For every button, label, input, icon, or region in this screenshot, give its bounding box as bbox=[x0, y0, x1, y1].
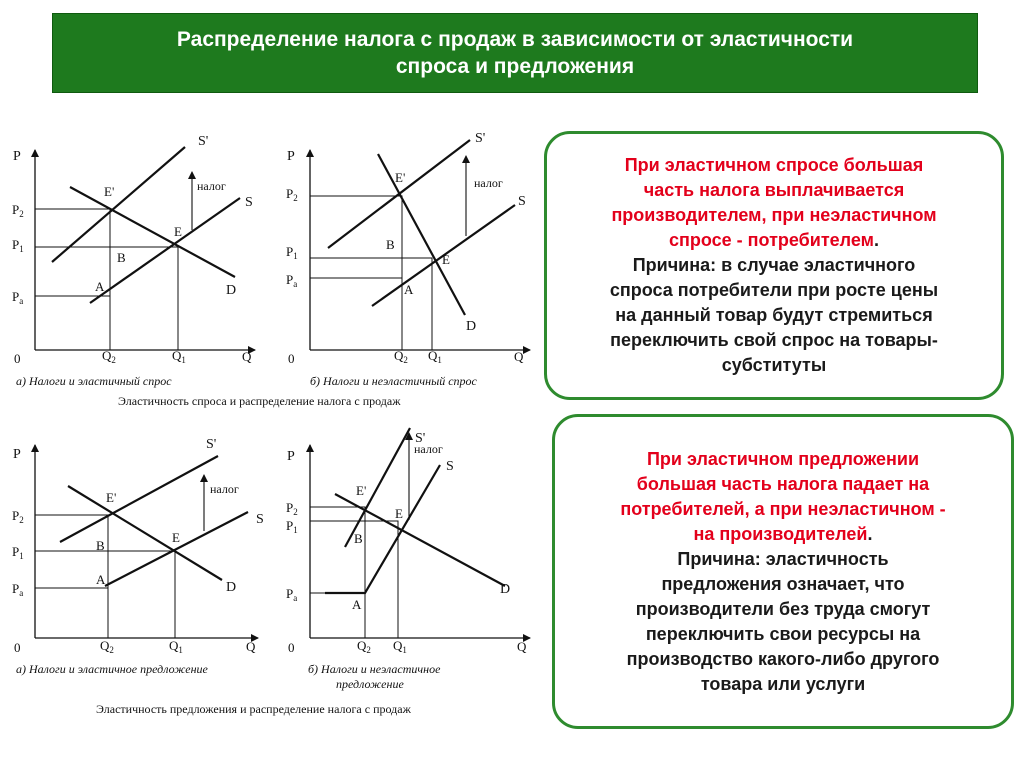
p1-label: $P_1$ bbox=[286, 518, 298, 535]
note-dark-line: на данный товар будут стремиться bbox=[615, 305, 933, 325]
s-label: S bbox=[245, 195, 253, 210]
pa-label: $P_a$ bbox=[12, 581, 24, 598]
origin-label: 0 bbox=[14, 640, 21, 655]
q1-label: $Q_1$ bbox=[172, 348, 186, 365]
q-axis-label: Q bbox=[517, 639, 527, 654]
note-red-line-with-dot bbox=[669, 228, 879, 253]
p-axis-label: P bbox=[287, 449, 295, 464]
q-axis-label: Q bbox=[514, 349, 524, 364]
note-red-line: производителем, при неэластичном bbox=[611, 205, 937, 225]
e-label: E bbox=[174, 224, 182, 239]
p1-label: $P_1$ bbox=[12, 544, 24, 561]
a-label: A bbox=[404, 282, 414, 297]
graph-caption: а) Налоги и эластичный спрос bbox=[16, 374, 172, 388]
demand-line bbox=[70, 187, 235, 277]
p-axis-label: P bbox=[13, 447, 21, 462]
q1-label: $Q_1$ bbox=[428, 348, 442, 365]
a-label: A bbox=[95, 279, 105, 294]
d-label: D bbox=[500, 582, 511, 597]
supply-elasticity-note bbox=[552, 414, 1014, 729]
q-axis-label: Q bbox=[246, 639, 256, 654]
note-dark-line: производители без труда смогут bbox=[635, 598, 931, 619]
origin-label: 0 bbox=[288, 351, 295, 366]
e-label: E bbox=[442, 252, 450, 267]
note-red-line: При эластичном предложении bbox=[646, 448, 920, 469]
note-red-line: потребителей, а при неэластичном - bbox=[620, 498, 946, 519]
e-prime-label: E' bbox=[356, 483, 367, 498]
graph-caption: б) Налоги и неэластичный спрос bbox=[310, 374, 477, 388]
e-prime-label: E' bbox=[395, 170, 406, 185]
note-dark-line: переключить свой спрос на товары- bbox=[610, 330, 938, 350]
p2-guide bbox=[310, 196, 402, 350]
q1-label: $Q_1$ bbox=[169, 638, 183, 655]
note-dark-line: Причина: в случае эластичного bbox=[632, 255, 916, 275]
s-label: S bbox=[518, 194, 526, 209]
p1-guide bbox=[35, 247, 178, 350]
s-prime-label: S' bbox=[206, 437, 217, 452]
b-label: B bbox=[386, 237, 395, 252]
demand-elasticity-note bbox=[544, 131, 1004, 400]
q1-label: $Q_1$ bbox=[393, 638, 407, 655]
a-label: A bbox=[352, 597, 362, 612]
note-dark-line: субституты bbox=[721, 355, 827, 375]
supply-line bbox=[325, 465, 440, 593]
tax-label: налог bbox=[210, 482, 239, 496]
s-prime-label: S' bbox=[198, 134, 209, 149]
e-prime-label: E' bbox=[106, 490, 117, 505]
note-dark-line: спроса потребители при росте цены bbox=[609, 280, 939, 300]
b-label: B bbox=[354, 531, 363, 546]
pa-label: $P_a$ bbox=[12, 289, 24, 306]
s-prime-label: S' bbox=[475, 131, 486, 146]
note-red-line-with-dot bbox=[694, 522, 873, 547]
s-label: S bbox=[256, 512, 264, 527]
graph-inelastic-supply bbox=[286, 428, 530, 691]
pa-label: $P_a$ bbox=[286, 586, 298, 603]
e-label: E bbox=[172, 530, 180, 545]
d-label: D bbox=[226, 580, 237, 595]
supply-shifted-line bbox=[52, 147, 185, 262]
note-dark-line: переключить свои ресурсы на bbox=[645, 623, 921, 644]
graph-elastic-demand bbox=[12, 134, 255, 388]
p2-label: $P_2$ bbox=[286, 186, 298, 203]
p1-label: $P_1$ bbox=[12, 237, 24, 254]
a-label: A bbox=[96, 572, 106, 587]
note-dark-line: товара или услуги bbox=[700, 673, 866, 694]
note-dot: . bbox=[867, 523, 873, 544]
supply-line bbox=[105, 512, 248, 586]
p1-label: $P_1$ bbox=[286, 244, 298, 261]
note-red-line: большая часть налога падает на bbox=[636, 473, 930, 494]
note-dot: . bbox=[873, 230, 879, 250]
pa-label: $P_a$ bbox=[286, 272, 298, 289]
tax-label: налог bbox=[414, 442, 443, 456]
origin-label: 0 bbox=[14, 351, 21, 366]
e-prime-label: E' bbox=[104, 184, 115, 199]
q2-label: $Q_2$ bbox=[102, 348, 116, 365]
s-prime-label: S' bbox=[415, 431, 426, 446]
note-dark-line: Причина: эластичность bbox=[677, 548, 889, 569]
note-red-text: спросе - потребителем bbox=[669, 230, 874, 250]
graph-caption: а) Налоги и эластичное предложение bbox=[16, 662, 208, 676]
slide-title bbox=[52, 13, 978, 93]
q2-label: $Q_2$ bbox=[100, 638, 114, 655]
tax-incidence-figure bbox=[0, 110, 540, 735]
d-label: D bbox=[466, 319, 477, 334]
q2-label: $Q_2$ bbox=[394, 348, 408, 365]
b-label: B bbox=[96, 538, 105, 553]
graph-caption-line-1: б) Налоги и неэластичное bbox=[308, 662, 441, 676]
bottom-figure-caption: Эластичность предложения и распределение налога с продаж bbox=[96, 702, 411, 716]
note-dark-line: производство какого-либо другого bbox=[626, 648, 940, 669]
b-label: B bbox=[117, 250, 126, 265]
graph-inelastic-demand bbox=[286, 131, 530, 388]
origin-label: 0 bbox=[288, 640, 295, 655]
s-label: S bbox=[446, 459, 454, 474]
p2-label: $P_2$ bbox=[286, 500, 298, 517]
p-axis-label: P bbox=[287, 149, 295, 164]
p1-guide bbox=[35, 551, 175, 638]
graphs-svg bbox=[0, 110, 540, 735]
q-axis-label: Q bbox=[242, 349, 252, 364]
e-label: E bbox=[395, 506, 403, 521]
note-red-line: При эластичном спросе большая bbox=[624, 155, 924, 175]
top-figure-caption: Эластичность спроса и распределение налога с продаж bbox=[118, 394, 401, 408]
p2-label: $P_2$ bbox=[12, 508, 24, 525]
title-line-2: спроса и предложения bbox=[395, 55, 635, 78]
p-axis-label: P bbox=[13, 149, 21, 164]
note-red-line: часть налога выплачивается bbox=[643, 180, 905, 200]
note-red-text: на производителей bbox=[693, 523, 868, 544]
tax-label: налог bbox=[474, 176, 503, 190]
supply-line bbox=[90, 198, 240, 303]
title-line-1: Распределение налога с продаж в зависимости от эластичности bbox=[176, 28, 854, 51]
p2-label: $P_2$ bbox=[12, 202, 24, 219]
note-dark-line: предложения означает, что bbox=[661, 573, 905, 594]
d-label: D bbox=[226, 283, 237, 298]
tax-label: налог bbox=[197, 179, 226, 193]
graph-elastic-supply bbox=[12, 437, 264, 676]
p1-guide bbox=[310, 258, 432, 350]
q2-label: $Q_2$ bbox=[357, 638, 371, 655]
graph-caption-line-2: предложение bbox=[336, 677, 404, 691]
